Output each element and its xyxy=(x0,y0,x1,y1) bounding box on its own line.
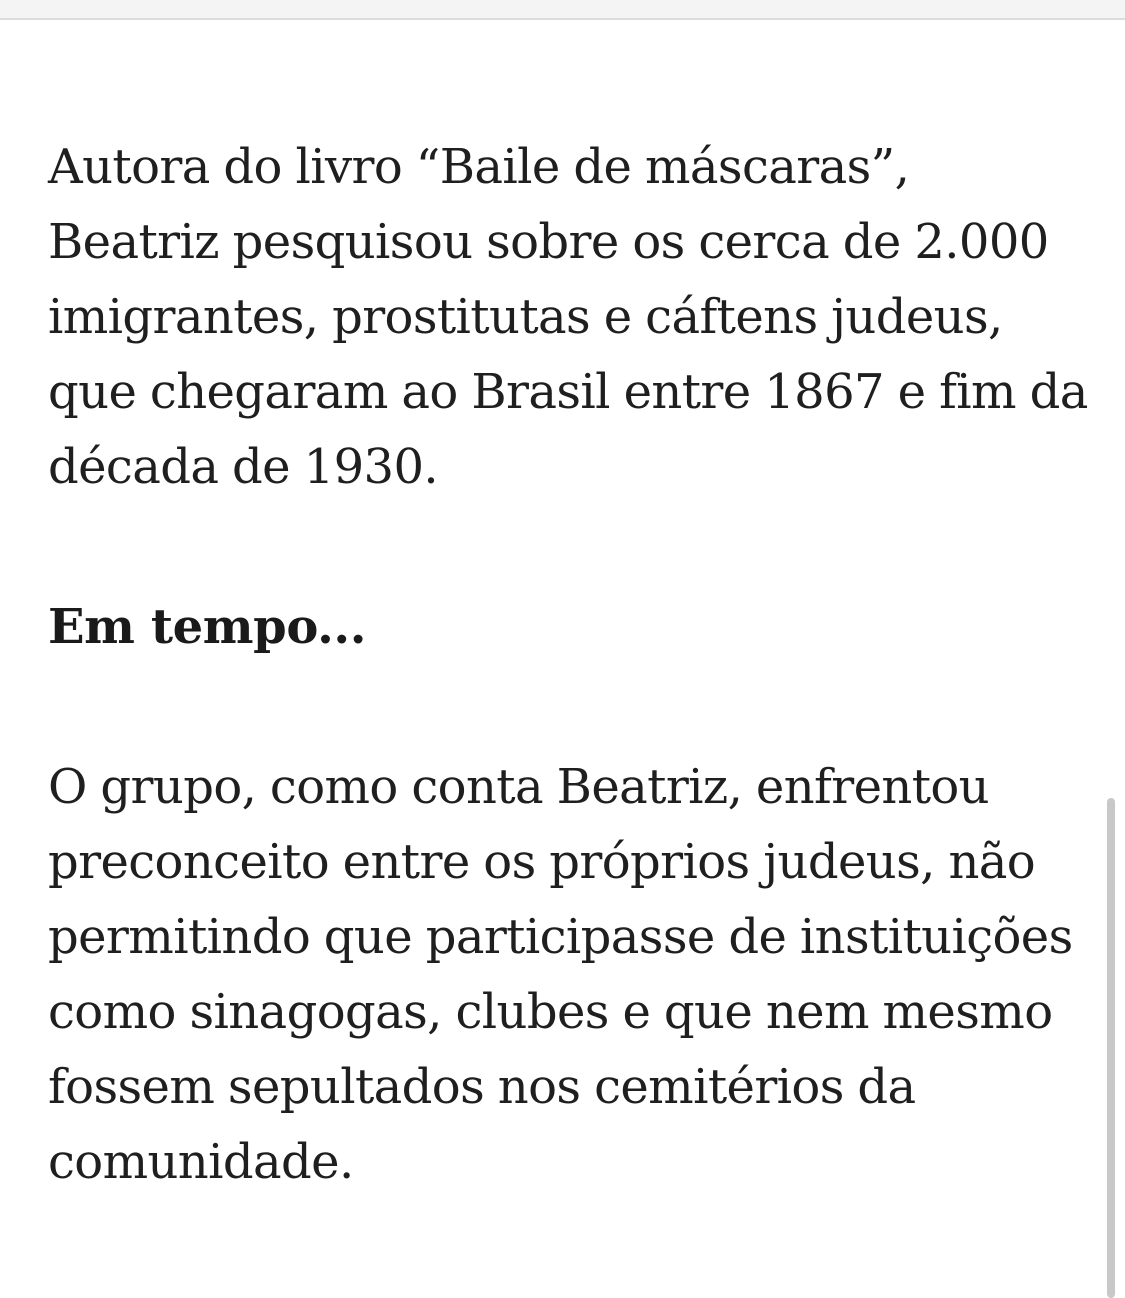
scrollbar-thumb[interactable] xyxy=(1107,798,1115,1298)
article-paragraph: O grupo, como conta Beatriz, enfrentou preconceito entre os próprios judeus, não permitindo que participasse de instituições como sinagogas, clubes e que nem mesmo fossem sepultados nos cemitérios da comunidade. xyxy=(48,759,1073,1190)
article-body xyxy=(48,130,1088,1200)
section-heading: Em tempo... xyxy=(48,599,367,655)
article-paragraph: Autora do livro “Baile de máscaras”, Beatriz pesquisou sobre os cerca de 2.000 imigrantes, prostitutas e cáftens judeus, que chegaram ao Brasil entre 1867 e fim da década de 1930. xyxy=(48,139,1088,495)
paragraph-spacer xyxy=(48,505,1088,590)
paragraph-spacer xyxy=(48,665,1088,750)
top-bar xyxy=(0,0,1125,20)
